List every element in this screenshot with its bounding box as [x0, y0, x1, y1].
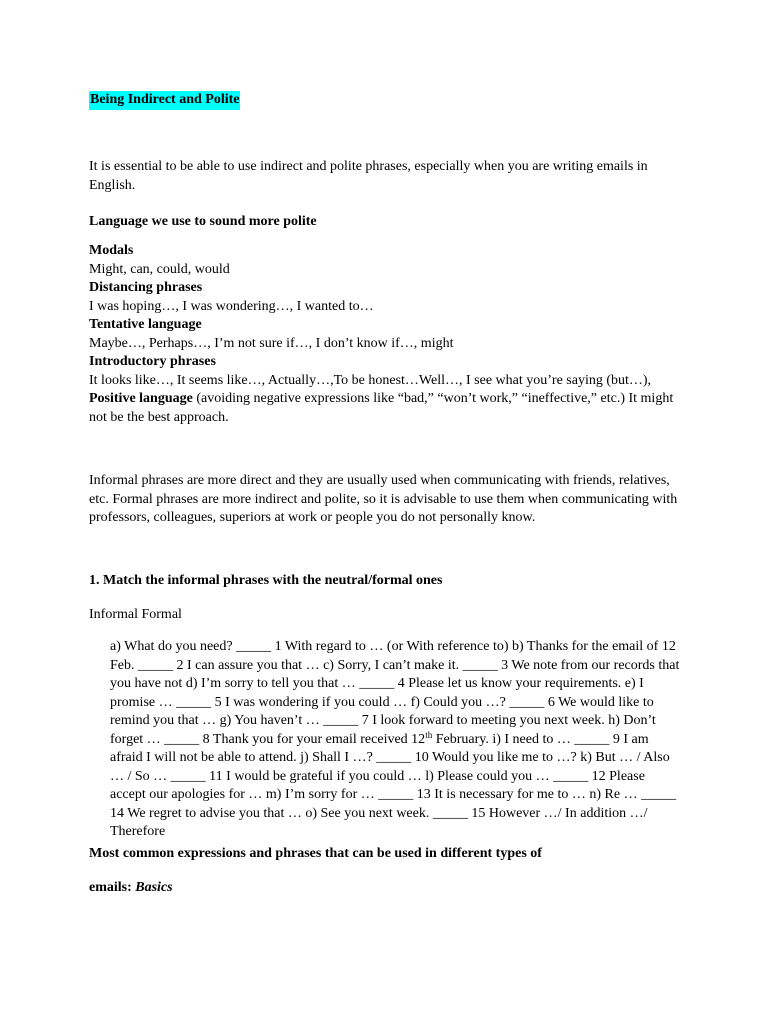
language-categories [89, 242, 689, 427]
category-heading: Positive language [89, 391, 193, 406]
subheading-prefix: emails: [89, 880, 136, 895]
common-expressions-heading: Most common expressions and phrases that can be used in different types of [89, 846, 542, 861]
category-text: It looks like…, It seems like…, Actually…,To be honest…Well…, I see what you’re saying (but…), [89, 372, 652, 388]
category-tentative [89, 316, 689, 353]
language-heading: Language we use to sound more polite [89, 214, 317, 229]
category-text: I was hoping…, I was wondering…, I wanted to… [89, 298, 374, 314]
category-distancing [89, 279, 689, 316]
category-modals [89, 242, 689, 279]
category-text: Might, can, could, would [89, 261, 230, 277]
exercise-items [110, 638, 680, 842]
subheading-basics: Basics [135, 880, 173, 895]
category-heading: Distancing phrases [89, 280, 203, 295]
intro-paragraph: It is essential to be able to use indirect and polite phrases, especially when you are writing emails in English. [89, 159, 648, 193]
category-heading: Tentative language [89, 317, 202, 332]
exercise-items-part2: February. i) I need to … _____ 9 I am afraid I will not be able to attend. j) Shall I …? _____ 10 Would you like me to …? k) But … / Also … / So … _____ 11 I would be grateful if you could … l) Please could you … _____ 12 Please accept our apologies for … m) I’m sorry for … _____ 13 It is necessary for me to … n) Re … _____ 14 We regret to advise you that … o) See you next week. _____ 15 However …/ In addition …/ Therefore [110, 731, 677, 839]
category-text: (avoiding negative expressions like “bad,” “won’t work,” “ineffective,” etc.) It might not be the best approach. [89, 391, 674, 425]
category-text: Maybe…, Perhaps…, I’m not sure if…, I don’t know if…, might [89, 335, 454, 351]
common-expressions-subheading [89, 879, 689, 898]
category-heading: Modals [89, 243, 134, 258]
formality-paragraph: Informal phrases are more direct and they are usually used when communicating with friends, relatives, etc. Formal phrases are more indirect and polite, so it is advisable to use them when communicating with professors, colleagues, superiors at work or people you do not personally know. [89, 473, 678, 525]
exercise-columns: Informal Formal [89, 607, 182, 622]
exercise-items-part1: a) What do you need? _____ 1 With regard to … (or With reference to) b) Thanks for the email of 12 Feb. _____ 2 I can assure you that … c) Sorry, I can’t make it. _____ 3 We note from our records that you have not d) I’m sorry to tell you that … _____ 4 Please let us know your requirements. e) I promise … _____ 5 I was wondering if you could … f) Could you …? _____ 6 We would like to remind you that … g) You haven’t … _____ 7 I look forward to meeting you next week. h) Don’t forget … _____ 8 Thank you for your email received 12 [110, 639, 680, 747]
category-introductory [89, 353, 689, 390]
ordinal-suffix: th [425, 729, 433, 740]
category-heading: Introductory phrases [89, 354, 216, 369]
category-positive [89, 390, 689, 427]
exercise-title: 1. Match the informal phrases with the neutral/formal ones [89, 573, 443, 588]
page-title: Being Indirect and Polite [89, 91, 240, 110]
